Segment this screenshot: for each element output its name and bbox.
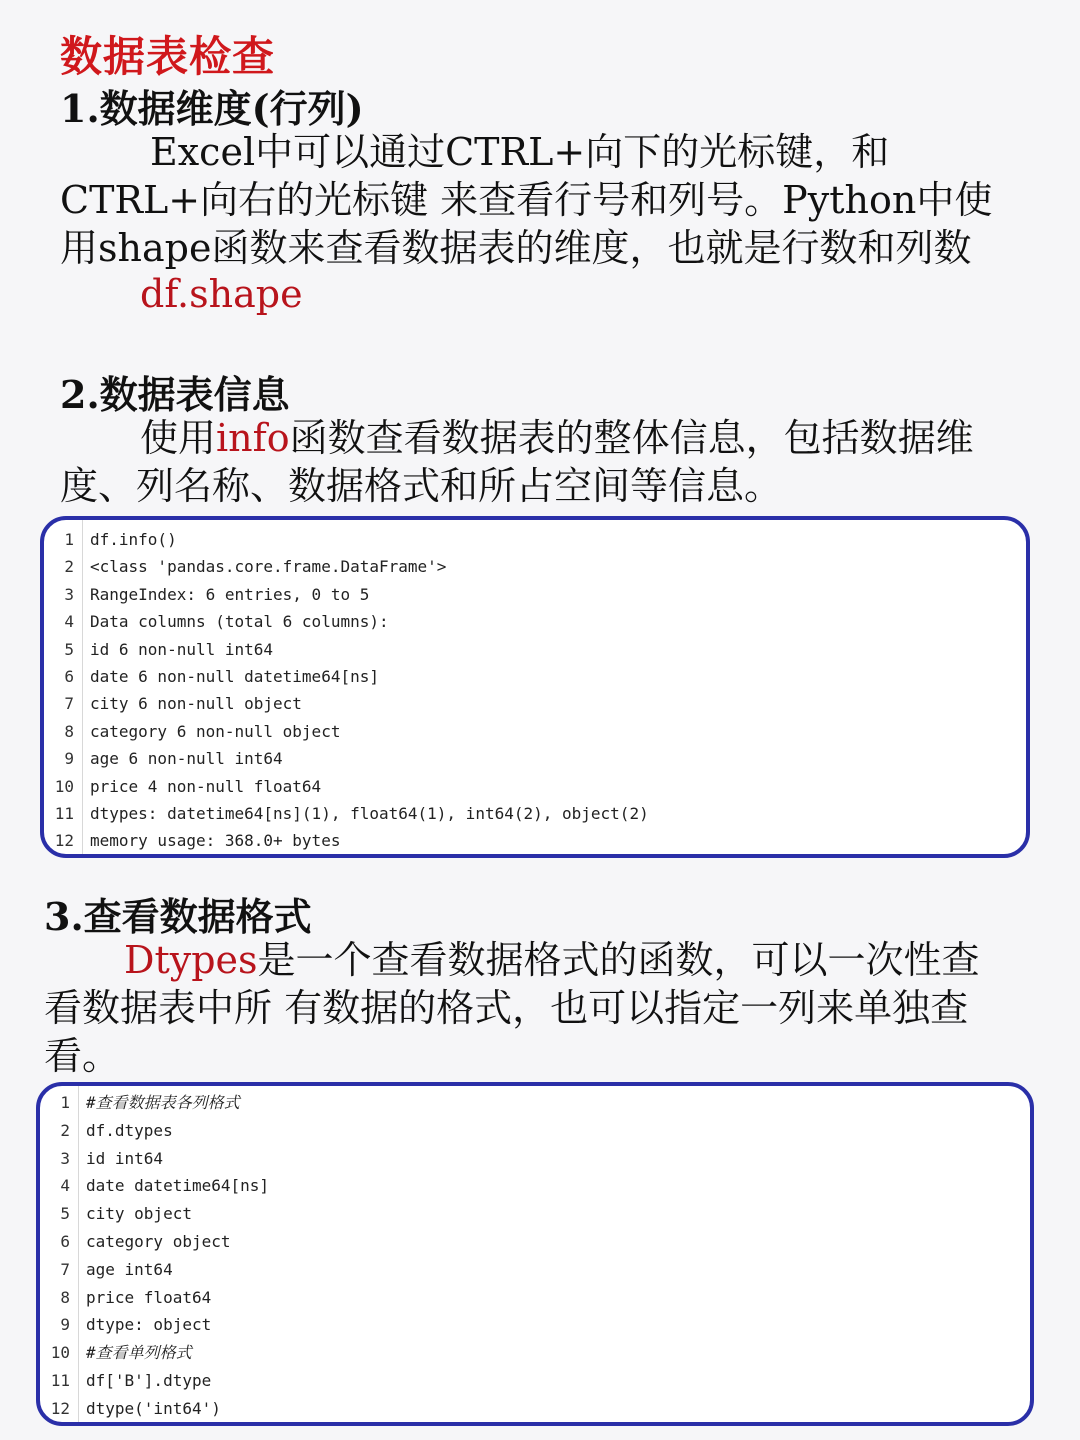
code-line [44,526,177,553]
line-number: 7 [64,694,74,714]
line-number: 1 [60,1093,70,1112]
line-number: 6 [60,1232,70,1251]
code-line [40,1117,173,1144]
code-line [40,1367,212,1394]
info-code-block [40,516,1030,858]
code-line [44,608,389,635]
section2-line1 [140,414,974,462]
line-number: 11 [50,1371,70,1390]
section3-line1 [124,936,980,984]
code-line [40,1145,164,1172]
section1-line1: Excel中可以通过CTRL+向下的光标键，和 [150,130,890,174]
code-line [40,1395,221,1422]
section1-line2: CTRL+向右的光标键 来查看行号和列号。Python中使 [60,178,993,222]
code-text: Data columns (total 6 columns): [90,612,389,632]
code-line [44,581,370,608]
line-number: 12 [54,831,74,851]
section3-dtypes-keyword: Dtypes [124,938,258,982]
line-number: 11 [54,804,74,823]
code-line [44,745,283,772]
line-number: 3 [60,1148,70,1168]
code-line [44,773,322,800]
line-number: 10 [54,776,74,796]
dtypes-code-block [36,1082,1034,1426]
line-number: 12 [50,1398,70,1418]
code-text: #查看数据表各列格式 [86,1093,240,1112]
section2-line1-post: 函数查看数据表的整体信息，包括数据维 [289,416,974,460]
section2-heading: 2.数据表信息 [60,372,290,417]
code-text: id 6 non-null int64 [90,639,274,659]
code-line [40,1311,212,1338]
code-line [40,1200,192,1227]
code-text: df['B'].dtype [86,1371,212,1390]
code-text: df.dtypes [86,1120,173,1140]
line-number: 9 [64,749,74,769]
line-number: 4 [64,612,74,632]
section2-line1-pre: 使用 [140,416,217,460]
page-title: 数据表检查 [60,32,276,81]
section3-line1-post: 是一个查看数据格式的函数，可以一次性查 [257,938,980,982]
code-text: city 6 non-null object [90,694,302,714]
code-text: date 6 non-null datetime64[ns] [90,667,379,686]
code-line [40,1284,212,1311]
code-text: age int64 [86,1259,173,1279]
code-line [44,690,302,717]
code-line [44,827,341,854]
section2-info-keyword: info [216,416,290,460]
section2-line2: 度、列名称、数据格式和所占空间等信息。 [60,464,783,508]
code-text: category 6 non-null object [90,721,341,741]
line-number: 9 [60,1315,70,1335]
line-number: 7 [60,1259,70,1279]
section3-line3: 看。 [44,1034,121,1078]
line-number: 8 [64,721,74,741]
code-line [40,1228,231,1255]
line-number: 10 [50,1343,70,1363]
line-number: 2 [60,1120,70,1140]
code-line [44,718,341,745]
line-number: 5 [64,639,74,659]
code-text: dtype: object [86,1315,212,1335]
line-number: 5 [60,1204,70,1224]
code-line [40,1339,192,1366]
code-text: memory usage: 368.0+ bytes [90,831,341,851]
code-text: date datetime64[ns] [86,1176,270,1196]
code-line [44,553,447,580]
code-text: id int64 [86,1148,164,1168]
code-text: <class 'pandas.core.frame.DataFrame'> [90,557,447,577]
section1-code: df.shape [140,272,303,316]
code-line [44,636,274,663]
code-line [44,663,379,690]
code-text: city object [86,1204,192,1224]
code-text: price 4 non-null float64 [90,776,322,796]
code-line [40,1089,240,1116]
code-text: RangeIndex: 6 entries, 0 to 5 [90,584,370,604]
section3-line2: 看数据表中所 有数据的格式，也可以指定一列来单独查 [44,986,969,1030]
line-number: 4 [60,1176,70,1196]
line-number: 1 [64,530,74,549]
code-text: df.info() [90,530,177,549]
code-line [40,1256,173,1283]
code-text: category object [86,1232,231,1251]
section3-heading: 3.查看数据格式 [44,894,312,939]
code-text: dtype('int64') [86,1398,221,1418]
code-line [44,800,649,827]
section1-heading: 1.数据维度(行列) [60,86,364,131]
code-line [40,1172,270,1199]
code-text: age 6 non-null int64 [90,749,283,769]
line-number: 2 [64,557,74,577]
line-number: 3 [64,584,74,604]
code-text: #查看单列格式 [86,1343,192,1363]
line-number: 6 [64,667,74,686]
code-text: dtypes: datetime64[ns](1), float64(1), int64(2), object(2) [90,804,649,823]
code-text: price float64 [86,1287,212,1307]
line-number: 8 [60,1287,70,1307]
section1-line3: 用shape函数来查看数据表的维度，也就是行数和列数 [60,226,972,270]
